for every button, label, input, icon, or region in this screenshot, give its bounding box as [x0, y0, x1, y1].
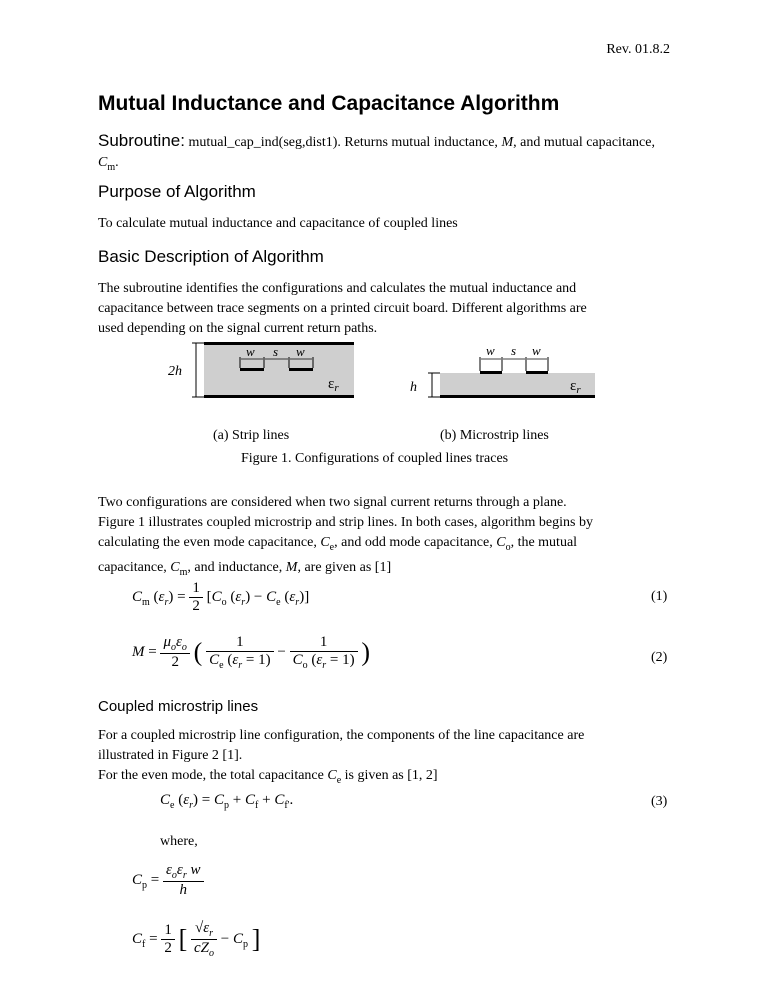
- equation-3-number: (3): [651, 794, 668, 809]
- coupled-line-1: For a coupled microstrip line configuration, the components of the line capacitance are: [98, 728, 585, 743]
- para2-line-3: calculating the even mode capacitance, $C_e$, and odd mode capacitance, $C_o$, the mutual: [98, 535, 578, 553]
- micro-ground-plane: [440, 395, 595, 398]
- subroutine-line: [98, 131, 670, 178]
- subroutine-end: .: [115, 155, 119, 170]
- revision-label: Rev. 01.8.2: [606, 42, 670, 57]
- subroutine-text-b: , and mutual capacitance,: [513, 135, 655, 150]
- figure-1-diagram: [150, 338, 620, 418]
- strip-2h-label: 2h: [168, 364, 182, 379]
- purpose-text: To calculate mutual inductance and capacitance of coupled lines: [98, 216, 458, 231]
- micro-trace-2: [526, 371, 548, 374]
- strip-w2-label: w: [296, 344, 305, 359]
- strip-w1-label: w: [246, 344, 255, 359]
- equation-2: M = $\frac{\mu_o\varepsilon_o}{2}$ ( $\frac{1}{C_e (\varepsilon_r = 1)}$ − $\frac{1}{C_o (\varepsilon_r = 1)}$ ): [132, 634, 371, 671]
- equation-cp: $C_p$ = $\frac{\varepsilon_o\varepsilon_r w}{h}$: [132, 862, 204, 899]
- basic-paragraph: [98, 279, 673, 339]
- micro-w2-label: w: [532, 343, 541, 358]
- figure-1-caption: Figure 1. Configurations of coupled lines traces: [241, 451, 509, 466]
- paragraph-2: [98, 493, 673, 583]
- basic-line-1: The subroutine identifies the configurations and calculates the mutual inductance and: [98, 281, 577, 296]
- microstrip-diagram: [410, 343, 595, 398]
- symbol-c-sub: m: [107, 161, 116, 173]
- strip-top-plane: [204, 342, 354, 345]
- strip-trace-1: [240, 368, 264, 371]
- para2-line-2: Figure 1 illustrates coupled microstrip and strip lines. In both cases, algorithm begins by: [98, 515, 593, 530]
- symbol-c: C: [98, 155, 108, 170]
- purpose-heading: Purpose of Algorithm: [98, 182, 256, 201]
- symbol-m: M: [501, 135, 514, 150]
- strip-bottom-plane: [204, 395, 354, 398]
- equation-1: $C_m$ $(\varepsilon_r)$ = $\frac{1}{2}$ [$C_o$ $(\varepsilon_r) - C_e$ $(\varepsilon_r)$]: [132, 580, 310, 614]
- strip-line-diagram: [168, 342, 354, 398]
- basic-line-3: used depending on the signal current return paths.: [98, 321, 378, 336]
- strip-er-label: $\varepsilon_r$: [328, 376, 339, 394]
- where-label: where,: [160, 834, 198, 849]
- para2-line-4: capacitance, $C_m$, and inductance, M, are given as [1]: [98, 559, 392, 578]
- micro-trace-1: [480, 371, 502, 374]
- subroutine-label: Subroutine:: [98, 131, 185, 150]
- subroutine-text-a: mutual_cap_ind(seg,dist1). Returns mutual inductance,: [188, 135, 498, 150]
- coupled-line-3: For the even mode, the total capacitance $C_e$ is given as [1, 2]: [98, 768, 438, 786]
- page-title: Mutual Inductance and Capacitance Algorithm: [98, 92, 560, 115]
- equation-1-number: (1): [651, 589, 668, 604]
- coupled-paragraph: [98, 726, 673, 791]
- basic-heading: Basic Description of Algorithm: [98, 247, 324, 266]
- para2-line-1: Two configurations are considered when two signal current returns through a plane.: [98, 495, 567, 510]
- equation-cf: $C_f$ = $\frac{1}{2}$ [ $\frac{√\varepsilon_r}{cZ_o}$ − $C_p$ ]: [132, 920, 261, 959]
- caption-microstrip: (b) Microstrip lines: [440, 428, 549, 443]
- micro-w1-label: w: [486, 343, 495, 358]
- micro-s-label: s: [511, 343, 517, 358]
- micro-er-label: $\varepsilon_r$: [570, 378, 581, 396]
- strip-s-label: s: [273, 344, 279, 359]
- equation-3: $C_e$ $(\varepsilon_r) = C_p + C_f + C_{f'}$.: [160, 792, 294, 811]
- basic-line-2: capacitance between trace segments on a printed circuit board. Different algorithms are: [98, 301, 587, 316]
- strip-trace-2: [289, 368, 313, 371]
- equation-2-number: (2): [651, 650, 668, 665]
- caption-strip: (a) Strip lines: [213, 428, 290, 443]
- micro-h-label: h: [410, 380, 417, 395]
- coupled-line-2: illustrated in Figure 2 [1].: [98, 748, 243, 763]
- coupled-heading: Coupled microstrip lines: [98, 698, 259, 715]
